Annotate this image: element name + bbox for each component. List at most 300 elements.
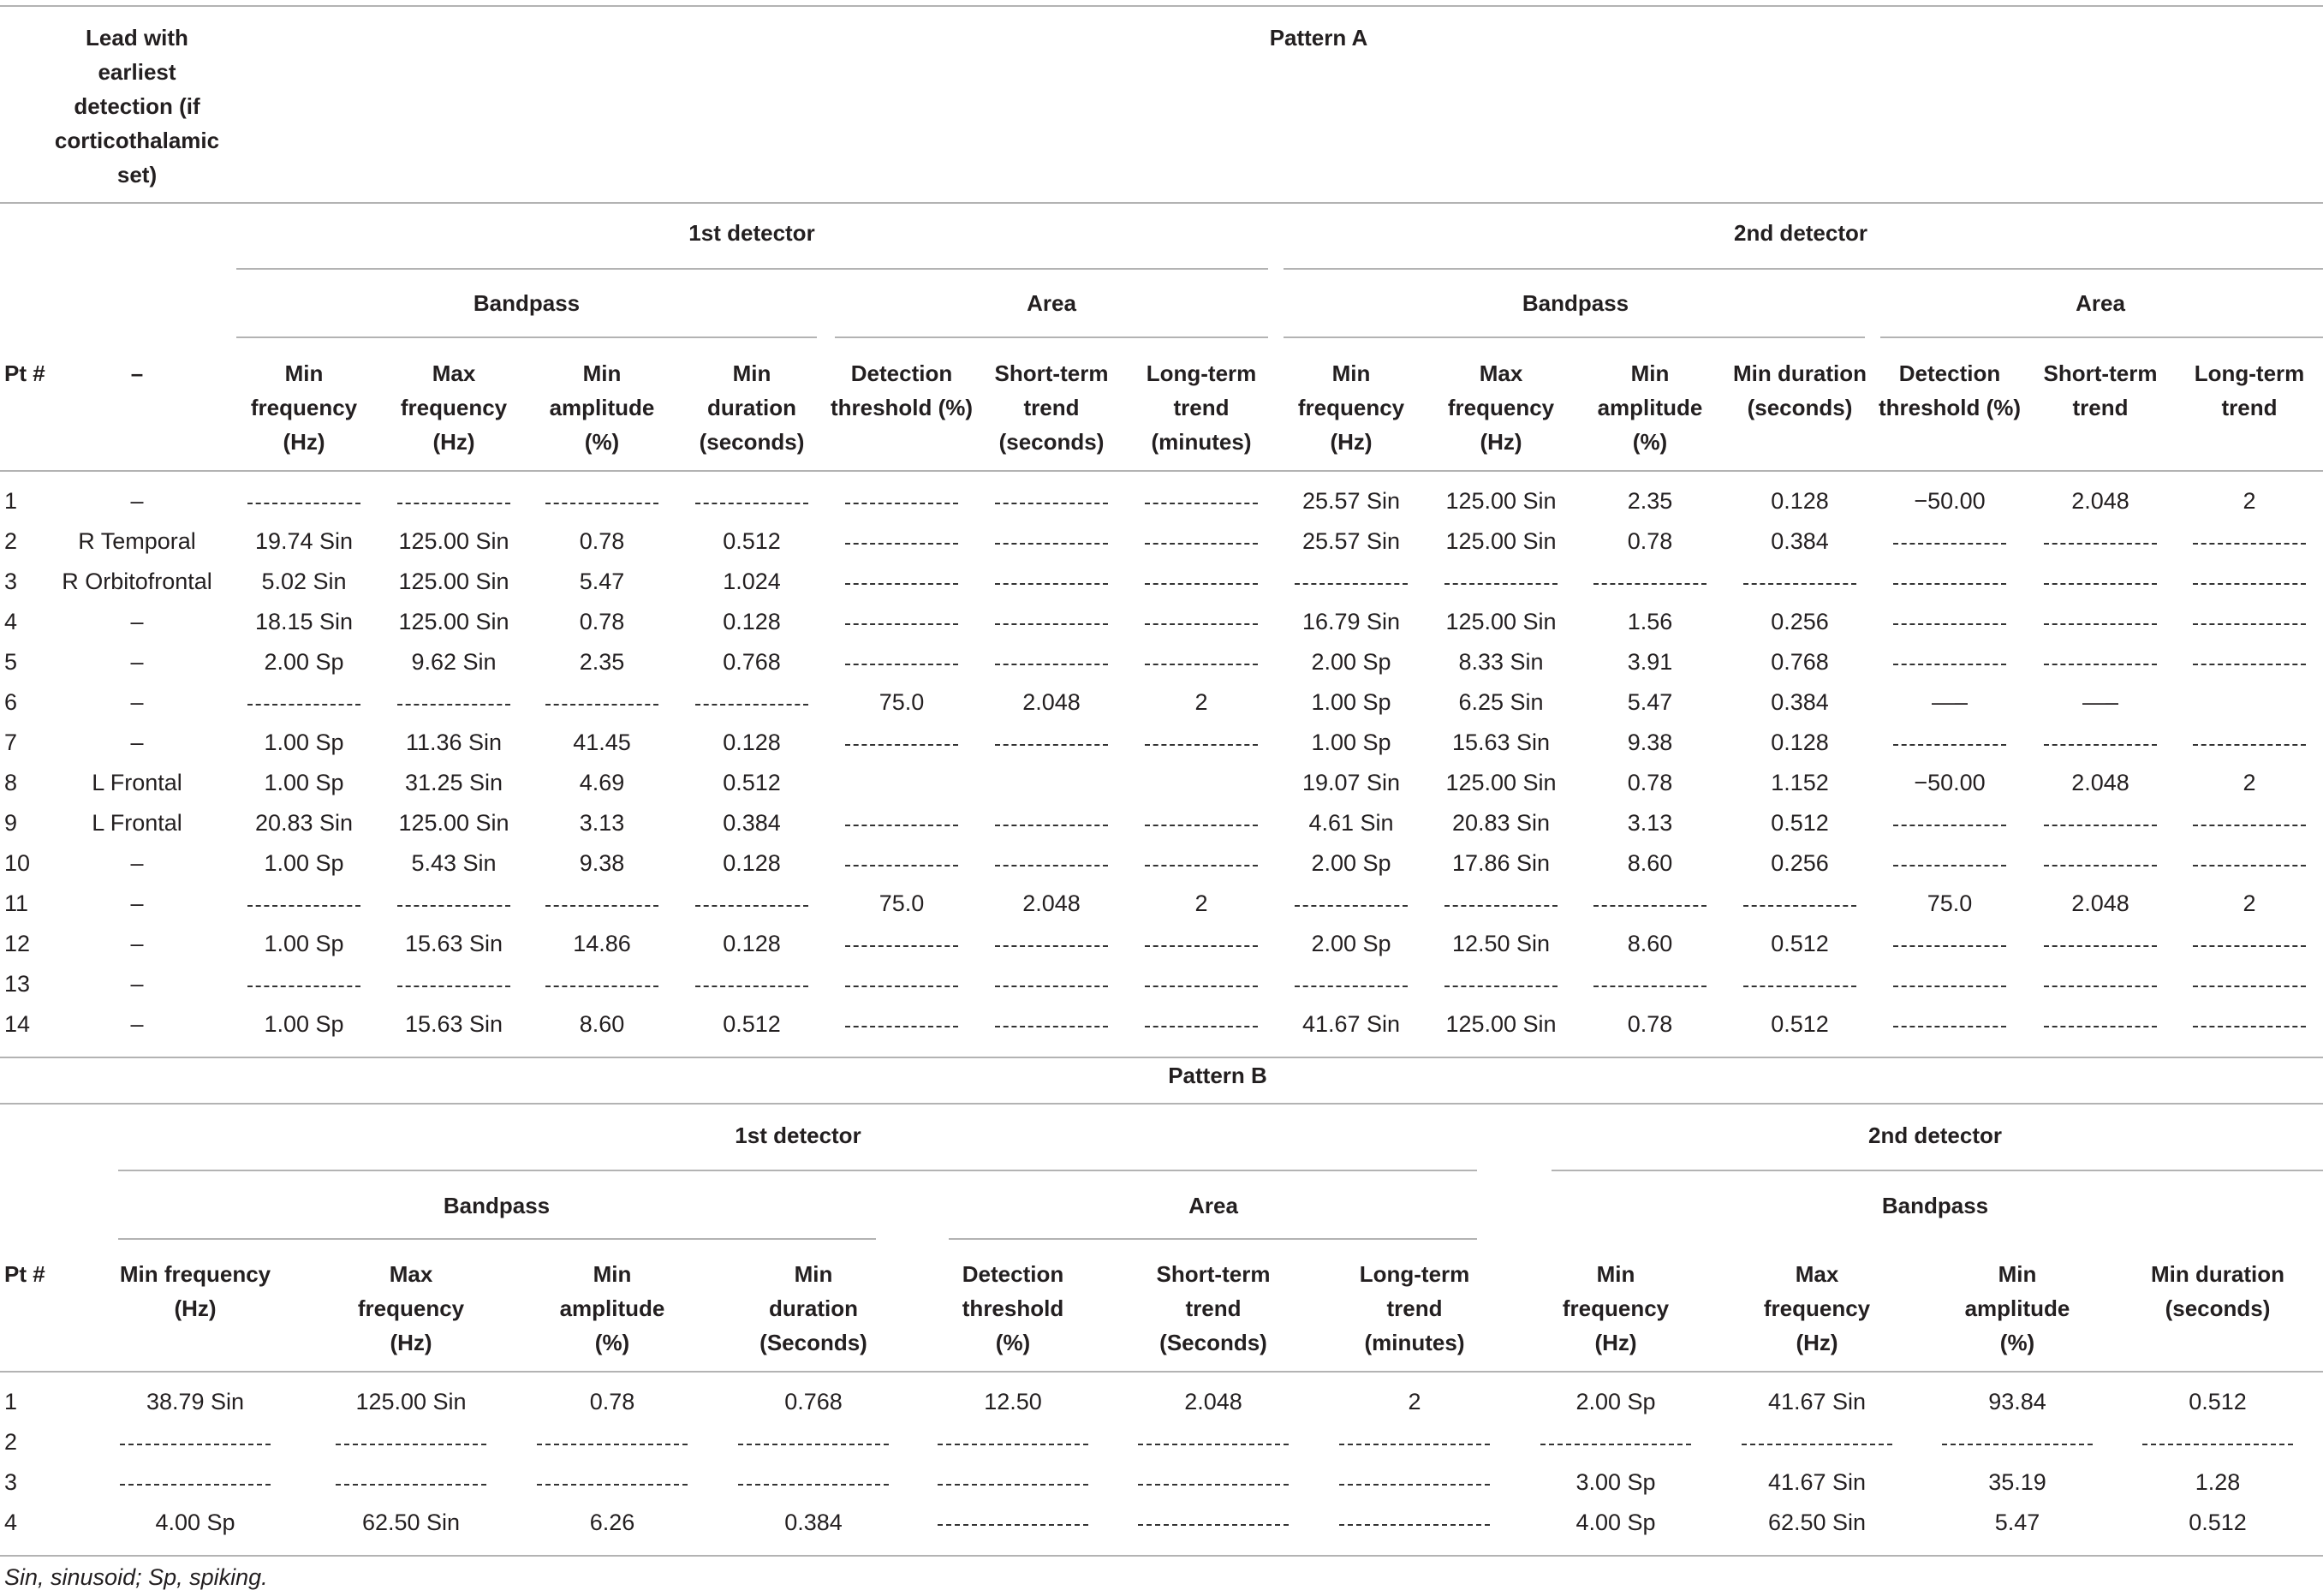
row-lead: L Frontal [92,810,182,836]
data-cell: 2.048 [1184,1389,1242,1414]
rule [0,1103,2323,1105]
row-pt: 8 [4,770,18,795]
column-header: (Seconds) [1159,1330,1267,1355]
data-cell: 0.384 [784,1510,843,1535]
data-cell: 2.35 [579,649,625,675]
row-pt: 7 [4,730,18,755]
data-cell: 3.00 Sp [1575,1469,1656,1495]
data-cell: 1.28 [2195,1469,2241,1495]
rule [0,1057,2323,1058]
column-header: trend [1023,395,1080,420]
empty-cell-dash [1593,986,1707,987]
empty-cell-dash [938,1524,1088,1526]
empty-cell-dash [1942,1444,2093,1445]
data-cell: 3.13 [579,810,625,836]
column-header: (minutes) [1364,1330,1465,1355]
row-pt: 9 [4,810,18,836]
empty-cell-dash [1444,905,1558,907]
data-cell: 4.69 [579,770,625,795]
empty-cell-dash [995,583,1108,585]
data-cell: 4.61 Sin [1308,810,1394,836]
data-cell: 9.38 [579,850,625,876]
empty-cell-dash [1743,905,1856,907]
rule [835,336,1268,338]
column-header: frequency [357,1295,465,1321]
data-cell: 1.00 Sp [264,1011,344,1037]
empty-cell-dash [1295,905,1408,907]
row-lead: R Orbitofrontal [62,569,212,594]
data-cell: 2 [1194,890,1208,916]
data-cell: 0.384 [1771,689,1829,715]
empty-cell-dash [247,986,360,987]
row-lead: R Temporal [78,528,196,554]
empty-cell-dash [537,1444,688,1445]
empty-cell-dash [845,583,958,585]
row-pt: 3 [4,1469,18,1495]
column-header: (Hz) [1796,1330,1838,1355]
data-cell: 0.512 [723,528,781,554]
row-pt: 3 [4,569,18,594]
column-header: duration [707,395,796,420]
empty-cell-dash [545,704,658,706]
data-cell: 8.60 [1627,931,1673,956]
data-cell: 9.38 [1627,730,1673,755]
empty-cell-dash [397,704,510,706]
empty-cell-dash [397,503,510,504]
data-cell: 125.00 Sin [1445,488,1557,514]
empty-cell-dash [995,1026,1108,1027]
data-cell: 0.256 [1771,609,1829,634]
detector-2-label: 2nd detector [1733,220,1868,246]
empty-cell-dash [1138,1524,1289,1526]
column-header: threshold (%) [1878,395,2022,420]
empty-cell-dash [2044,945,2157,947]
empty-cell-dash [738,1484,889,1486]
empty-cell-dash [845,986,958,987]
empty-cell-dash [1444,583,1558,585]
column-header: Min [582,360,622,386]
empty-cell-dash [845,865,958,866]
empty-cell-dash [545,986,658,987]
data-cell: 41.67 Sin [1301,1011,1401,1037]
data-cell: 2.048 [1022,890,1081,916]
empty-cell-dash [2193,744,2306,746]
empty-cell-dash [1339,1484,1490,1486]
empty-cell-dash [1145,825,1258,826]
row-pt: 1 [4,1389,18,1414]
data-cell: 5.43 Sin [411,850,497,876]
rule [118,1238,876,1240]
empty-cell-dash [995,825,1108,826]
column-header: (seconds) [2165,1295,2271,1321]
empty-cell-dash [1145,865,1258,866]
empty-cell-dash [2044,825,2157,826]
empty-cell-dash [2193,1026,2306,1027]
data-cell: 41.45 [573,730,631,755]
data-cell: 125.00 Sin [1445,609,1557,634]
empty-cell-dash [995,744,1108,746]
data-cell: 75.0 [879,689,925,715]
data-cell: 5.47 [579,569,625,594]
empty-cell-dash [1295,986,1408,987]
data-cell: 62.50 Sin [361,1510,461,1535]
data-cell: 1.024 [723,569,781,594]
column-header: Min [593,1261,632,1287]
empty-cell-dash [247,503,360,504]
empty-cell-dash [2193,986,2306,987]
data-cell: 4.00 Sp [1575,1510,1656,1535]
row-lead: L Frontal [92,770,182,795]
data-cell: 125.00 Sin [398,528,509,554]
rule [118,1170,1477,1171]
row-pt: 2 [4,528,18,554]
row-pt: 13 [4,971,31,997]
empty-cell-dash [1743,583,1856,585]
area-label: Area [1027,290,1076,316]
data-cell: 2 [1408,1389,1421,1414]
data-cell: 15.63 Sin [1451,730,1551,755]
row-pt: 1 [4,488,18,514]
data-cell: 2.048 [1022,689,1081,715]
column-header: amplitude [1597,395,1703,420]
data-cell: 0.512 [2189,1510,2247,1535]
empty-cell-dash [845,1026,958,1027]
area-label: Area [1188,1193,1238,1218]
data-cell: 0.128 [723,850,781,876]
row-pt: 2 [4,1429,18,1455]
empty-cell-dash [1138,1444,1289,1445]
rule [236,268,1268,270]
lead-header: Lead with [86,25,188,51]
data-cell: 93.84 [1988,1389,2046,1414]
column-header: (Hz) [174,1295,217,1321]
empty-cell-dash [995,543,1108,545]
row-lead: – [130,850,144,876]
column-header: (Hz) [1330,429,1373,455]
data-cell: 125.00 Sin [398,810,509,836]
empty-cell-dash [1145,664,1258,665]
column-header: Max [1795,1261,1839,1287]
data-cell: 75.0 [879,890,925,916]
data-cell: 20.83 Sin [254,810,354,836]
data-cell: 1.152 [1771,770,1829,795]
data-cell: 4.00 Sp [155,1510,235,1535]
empty-cell-dash [995,945,1108,947]
data-cell: 0.78 [579,528,625,554]
column-header: duration [769,1295,858,1321]
data-cell: 31.25 Sin [404,770,503,795]
data-cell: 6.25 Sin [1458,689,1544,715]
row-pt: 4 [4,609,18,634]
empty-cell-dash [2193,623,2306,625]
empty-cell-dash [247,905,360,907]
column-header: Long-term [2194,360,2305,386]
empty-cell-dash [1893,825,2006,826]
empty-cell-dash [397,905,510,907]
data-cell: 125.00 Sin [398,609,509,634]
empty-cell-dash [1540,1444,1691,1445]
data-cell: 0.768 [723,649,781,675]
column-header: (%) [594,1330,630,1355]
empty-cell-dash [2044,1026,2157,1027]
data-cell: 12.50 Sin [1451,931,1551,956]
empty-cell-dash [2044,986,2157,987]
column-header: Detection [850,360,953,386]
data-cell: 125.00 Sin [1445,770,1557,795]
bandpass-label: Bandpass [1522,290,1629,316]
column-header: (%) [1632,429,1668,455]
empty-cell-dash [845,825,958,826]
data-cell: 0.512 [1771,931,1829,956]
data-cell: 1.00 Sp [1311,689,1391,715]
data-cell: 1.00 Sp [1311,730,1391,755]
column-header: (minutes) [1151,429,1252,455]
data-cell: 2 [2243,488,2256,514]
data-cell: 0.128 [1771,730,1829,755]
empty-cell-dash [695,905,808,907]
data-cell: 2.00 Sp [1311,931,1391,956]
column-header: (%) [584,429,620,455]
data-cell: 125.00 Sin [398,569,509,594]
empty-cell-dash [1145,583,1258,585]
empty-cell-dash [845,543,958,545]
data-cell: 0.128 [723,730,781,755]
empty-cell-dash [1893,623,2006,625]
column-header: (%) [995,1330,1031,1355]
column-header: amplitude [1964,1295,2070,1321]
data-cell: 9.62 Sin [411,649,497,675]
column-header: Short-term [2043,360,2158,386]
rule [0,470,2323,472]
column-header: Max [1479,360,1523,386]
rule [0,1555,2323,1557]
empty-cell-dash [2193,945,2306,947]
data-cell: 1.00 Sp [264,730,344,755]
data-cell: 5.02 Sin [261,569,347,594]
data-cell: 0.78 [579,609,625,634]
data-cell: 2 [2243,890,2256,916]
empty-cell-dash [1339,1524,1490,1526]
data-cell: 14.86 [573,931,631,956]
empty-cell-dash [1145,623,1258,625]
empty-cell-dash [1593,905,1707,907]
data-cell: 12.50 [984,1389,1042,1414]
column-header: Min [732,360,771,386]
row-lead: – [130,609,144,634]
column-header: frequency [1763,1295,1871,1321]
detector-1-label: 1st detector [688,220,815,246]
empty-cell-dash [2044,865,2157,866]
row-lead: – [130,730,144,755]
data-cell: 0.78 [1627,1011,1673,1037]
empty-cell-dash [1893,945,2006,947]
data-cell: 125.00 Sin [1445,1011,1557,1037]
pattern-b-title: Pattern B [1168,1063,1267,1088]
empty-cell-dash [2193,543,2306,545]
rule [1552,1170,2323,1171]
column-header: (Hz) [1480,429,1522,455]
data-cell: 1.00 Sp [264,770,344,795]
data-cell: 5.47 [1994,1510,2040,1535]
data-cell: −50.00 [1914,770,1986,795]
data-cell: 0.512 [723,1011,781,1037]
empty-cell-dash [938,1484,1088,1486]
empty-cell-dash [738,1444,889,1445]
rule-top [0,5,2323,7]
empty-cell-dash [1893,664,2006,665]
data-cell: 19.07 Sin [1301,770,1401,795]
rule [1284,336,1865,338]
data-cell: 0.256 [1771,850,1829,876]
column-header: Min [1630,360,1670,386]
row-lead: – [130,649,144,675]
empty-cell-dash [2193,583,2306,585]
row-pt: 12 [4,931,31,956]
empty-cell-dash [695,986,808,987]
data-cell: 0.768 [784,1389,843,1414]
data-cell: 2 [1194,689,1208,715]
column-header: trend [1173,395,1230,420]
column-header: frequency [1297,395,1405,420]
data-cell: 15.63 Sin [404,1011,503,1037]
empty-cell-dash [2142,1444,2293,1445]
empty-cell-dash [995,623,1108,625]
row-lead: – [130,689,144,715]
empty-cell-dash [545,905,658,907]
data-cell: 3.91 [1627,649,1673,675]
data-cell: 0.78 [1627,770,1673,795]
data-cell: 6.26 [589,1510,635,1535]
column-header: Max [389,1261,433,1287]
data-cell: 2.00 Sp [1575,1389,1656,1414]
data-cell: 0.512 [723,770,781,795]
empty-cell-dash [1145,945,1258,947]
column-header: Min [1331,360,1371,386]
column-header: (%) [1999,1330,2035,1355]
rule [1880,336,2323,338]
data-cell: 0.384 [723,810,781,836]
data-cell: 2.35 [1627,488,1673,514]
empty-cell-dash [1145,543,1258,545]
row-pt: 14 [4,1011,31,1037]
empty-cell-dash [845,744,958,746]
empty-cell-dash [1295,583,1408,585]
empty-cell-dash [1145,503,1258,504]
empty-cell-dash [938,1444,1088,1445]
column-header: trend [2072,395,2129,420]
empty-cell-dash [1743,986,1856,987]
empty-cell-dash [1742,1444,1892,1445]
column-header: Min duration [1733,360,1867,386]
empty-cell-dash [2044,543,2157,545]
empty-cell-dash [1145,1026,1258,1027]
footnote: Sin, sinusoid; Sp, spiking. [4,1564,268,1590]
data-cell: —– [1931,689,1969,715]
column-header: amplitude [549,395,655,420]
data-cell: 17.86 Sin [1451,850,1551,876]
empty-cell-dash [1339,1444,1490,1445]
empty-cell-dash [845,664,958,665]
rule [1284,268,2323,270]
row-lead: – [130,488,144,514]
row-lead: – [130,931,144,956]
column-header: Detection [962,1261,1064,1287]
lead-header: set) [116,162,158,188]
data-cell: 0.512 [2189,1389,2247,1414]
column-header: Max [432,360,476,386]
column-header: trend [1386,1295,1443,1321]
empty-cell-dash [1893,744,2006,746]
rule [949,1238,1477,1240]
data-cell: 2.048 [2071,770,2129,795]
data-cell: 0.768 [1771,649,1829,675]
column-header: Detection [1898,360,2001,386]
column-header: Min frequency [119,1261,271,1287]
data-cell: —– [2082,689,2119,715]
empty-cell-dash [845,945,958,947]
area-label: Area [2076,290,2125,316]
column-header: Long-term [1359,1261,1470,1287]
rule [0,1371,2323,1373]
empty-cell-dash [2044,583,2157,585]
data-cell: −50.00 [1914,488,1986,514]
detector-1-label: 1st detector [735,1123,861,1148]
empty-cell-dash [120,1444,271,1445]
lead-header: earliest [98,59,176,85]
row-lead: – [130,971,144,997]
empty-cell-dash [845,623,958,625]
row-pt: 10 [4,850,31,876]
row-lead: – [130,890,144,916]
data-cell: 62.50 Sin [1767,1510,1867,1535]
empty-cell-dash [2044,664,2157,665]
data-cell: 5.47 [1627,689,1673,715]
pattern-a-title: Pattern A [1269,25,1368,51]
data-cell: 8.33 Sin [1458,649,1544,675]
data-cell: 8.60 [579,1011,625,1037]
column-header: Short-term [994,360,1109,386]
data-cell: 20.83 Sin [1451,810,1551,836]
empty-cell-dash [2193,825,2306,826]
data-cell: 1.56 [1627,609,1673,634]
column-header: Short-term [1156,1261,1271,1287]
empty-cell-dash [247,704,360,706]
column-header: Min [1596,1261,1635,1287]
column-header: trend [1185,1295,1242,1321]
empty-cell-dash [695,503,808,504]
data-cell: 25.57 Sin [1301,488,1401,514]
column-header: (Seconds) [759,1330,867,1355]
row-pt: 5 [4,649,18,675]
data-cell: 2.048 [2071,488,2129,514]
column-header: (Hz) [390,1330,432,1355]
column-header: (Hz) [1594,1330,1637,1355]
empty-cell-dash [1444,986,1558,987]
empty-cell-dash [695,704,808,706]
column-header: (seconds) [998,429,1105,455]
data-cell: 0.512 [1771,1011,1829,1037]
data-cell: 0.128 [1771,488,1829,514]
column-header: threshold [962,1295,1064,1321]
empty-cell-dash [120,1484,271,1486]
data-cell: 1.00 Sp [264,850,344,876]
column-header: (seconds) [1747,395,1853,420]
data-cell: 0.78 [1627,528,1673,554]
row-pt: 4 [4,1510,18,1535]
empty-cell-dash [537,1484,688,1486]
empty-cell-dash [1893,986,2006,987]
empty-cell-dash [2044,744,2157,746]
